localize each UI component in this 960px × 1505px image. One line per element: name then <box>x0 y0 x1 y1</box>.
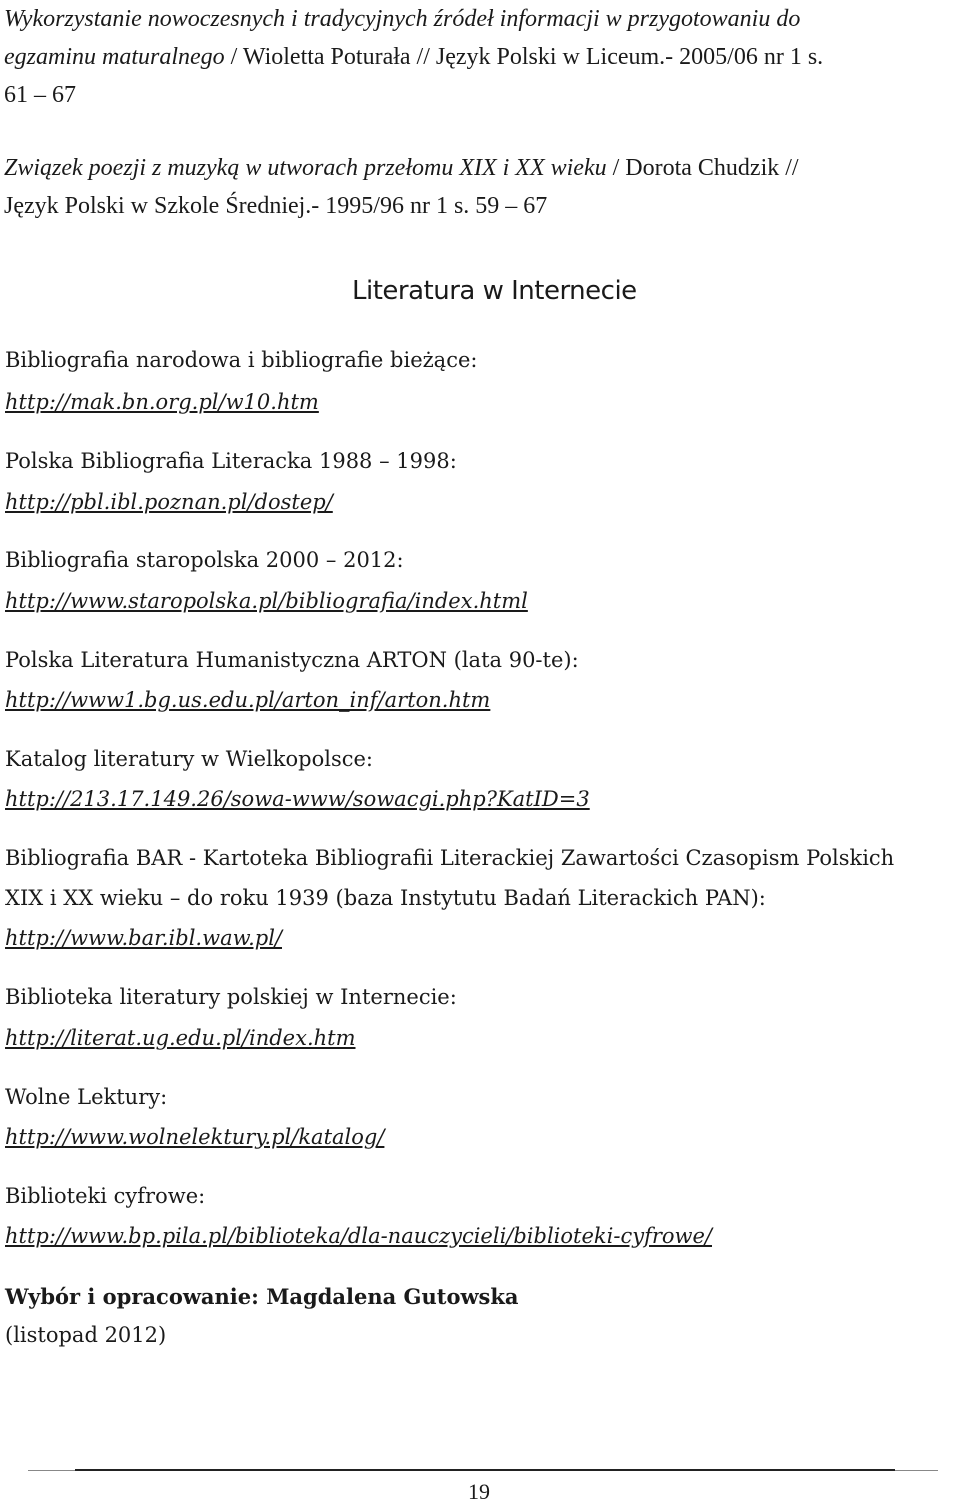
resource-label-2: Polska Bibliografia Literacka 1988 – 1998: <box>5 449 457 473</box>
credits-date: (listopad 2012) <box>5 1323 167 1347</box>
credits-author: Wybór i opracowanie: Magdalena Gutowska <box>5 1284 519 1309</box>
resource-label-7: Biblioteka literatury polskiej w Internecie: <box>5 985 457 1009</box>
bib-entry-1 <box>4 0 823 114</box>
resource-link-5[interactable]: http://213.17.149.26/sowa-www/sowacgi.php?KatID=3 <box>5 787 590 811</box>
resource-link-8[interactable]: http://www.wolnelektury.pl/katalog/ <box>5 1125 385 1149</box>
resource-link-4[interactable]: http://www1.bg.us.edu.pl/arton_inf/arton.htm <box>5 688 491 712</box>
bib-entry-1-line-3: 61 – 67 <box>4 82 76 108</box>
resource-label-8: Wolne Lektury: <box>5 1085 168 1109</box>
bib-entry-2-line-2: Język Polski w Szkole Średniej.- 1995/96 nr 1 s. 59 – 67 <box>4 193 548 219</box>
resource-label-6-line-1: Bibliografia BAR - Kartoteka Bibliografii Literackiej Zawartości Czasopism Polskich <box>5 846 895 870</box>
resource-link-7[interactable]: http://literat.ug.edu.pl/index.htm <box>5 1026 356 1050</box>
page-number: 19 <box>468 1479 490 1504</box>
resource-link-3[interactable]: http://www.staropolska.pl/bibliografia/index.html <box>5 589 528 613</box>
resource-link-2[interactable]: http://pbl.ibl.poznan.pl/dostep/ <box>5 490 333 514</box>
bib-entry-1-line-2: egzaminu maturalnego / Wioletta Poturała // Język Polski w Liceum.- 2005/06 nr 1 s. <box>4 44 824 70</box>
bib-entry-2-line-1: Związek poezji z muzyką w utworach przełomu XIX i XX wieku / Dorota Chudzik // <box>4 155 799 181</box>
resource-link-9[interactable]: http://www.bp.pila.pl/biblioteka/dla-nauczycieli/biblioteki-cyfrowe/ <box>5 1224 712 1248</box>
resource-label-9: Biblioteki cyfrowe: <box>5 1184 206 1208</box>
resource-link-1[interactable]: http://mak.bn.org.pl/w10.htm <box>5 390 319 414</box>
bib-entry-2 <box>4 149 799 225</box>
resource-label-6-line-2: XIX i XX wieku – do roku 1939 (baza Instytutu Badań Literackich PAN): <box>5 886 766 910</box>
section-heading: Literatura w Internecie <box>352 276 637 306</box>
resource-label-1: Bibliografia narodowa i bibliografie bieżące: <box>5 348 478 372</box>
resource-label-3: Bibliografia staropolska 2000 – 2012: <box>5 548 404 572</box>
resource-label-5: Katalog literatury w Wielkopolsce: <box>5 747 373 771</box>
footer-rule-thick <box>75 1469 895 1471</box>
bib-entry-1-line-1: Wykorzystanie nowoczesnych i tradycyjnych źródeł informacji w przygotowaniu do <box>4 6 801 32</box>
resource-label-4: Polska Literatura Humanistyczna ARTON (lata 90-te): <box>5 648 579 672</box>
resource-link-6[interactable]: http://www.bar.ibl.waw.pl/ <box>5 926 282 950</box>
